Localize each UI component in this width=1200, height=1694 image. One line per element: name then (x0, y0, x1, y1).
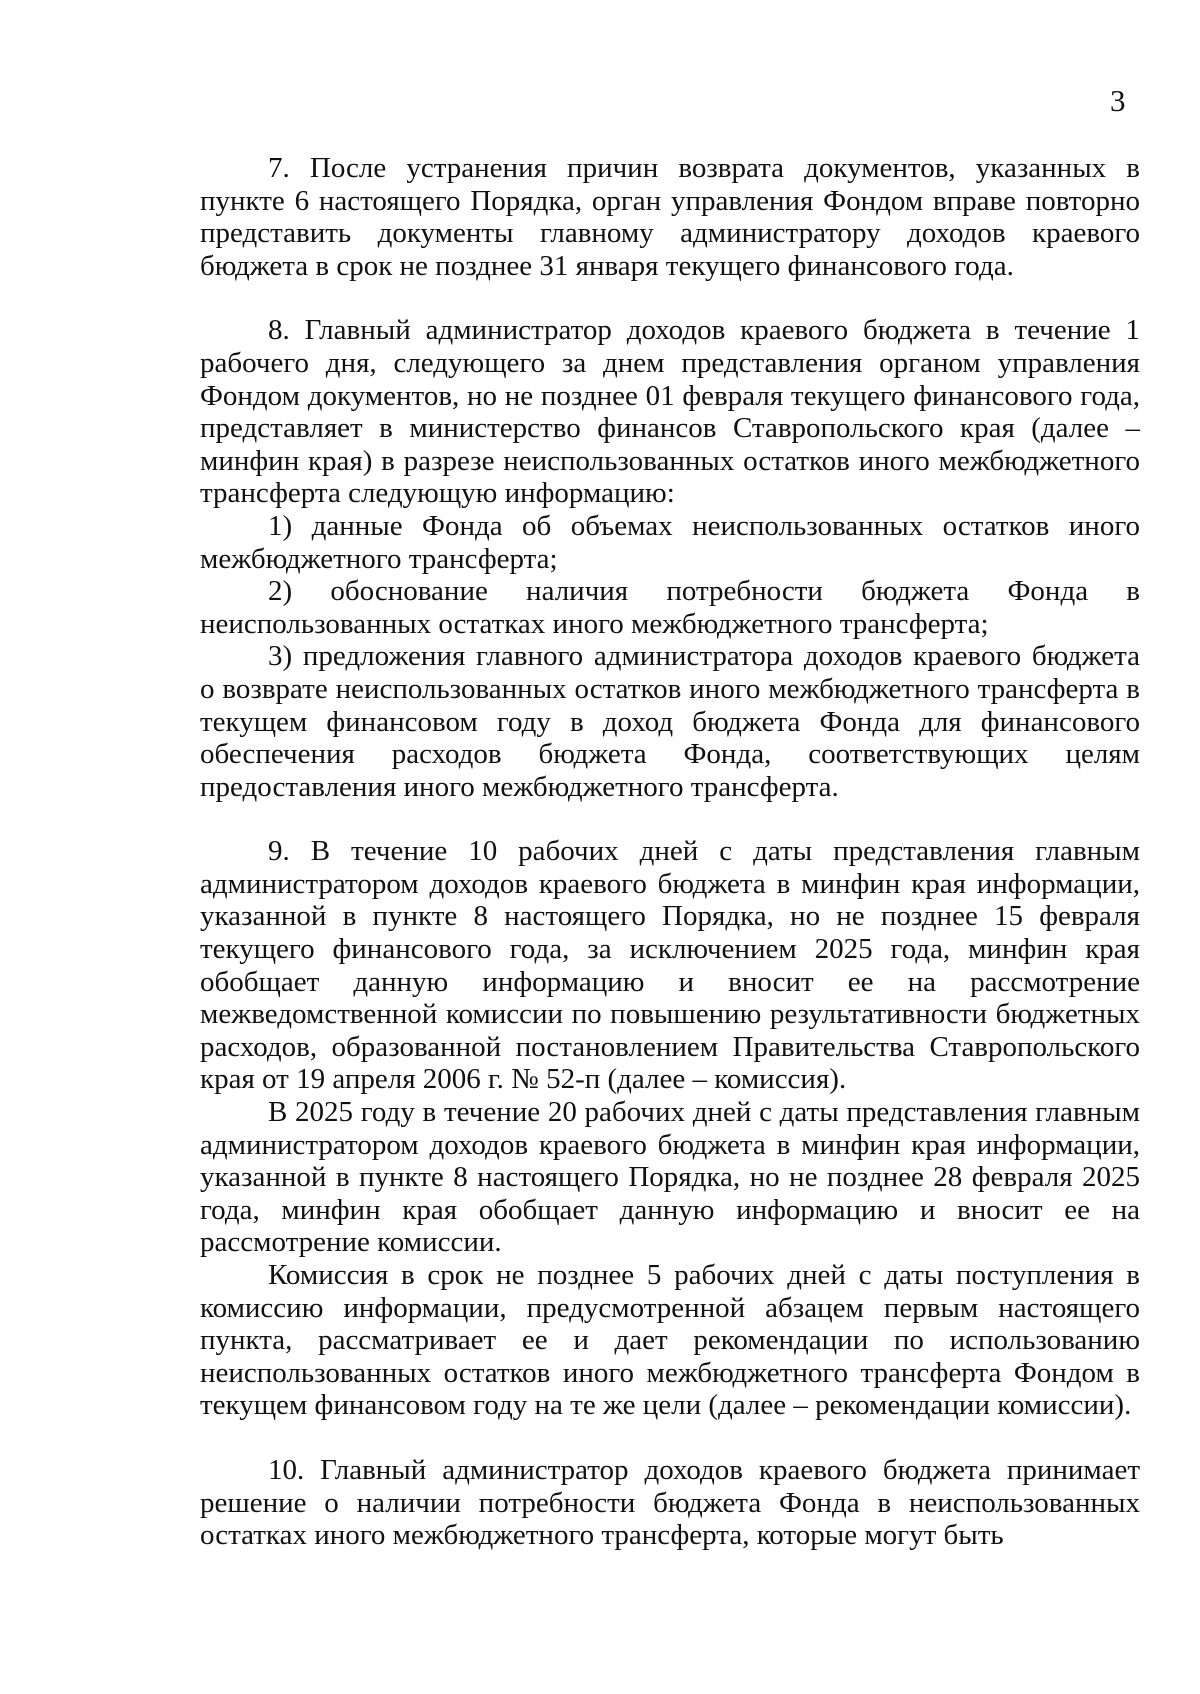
paragraph-8-item-2: 2) обоснование наличия потребности бюджета Фонда в неиспользованных остатках иного межбюджетного трансферта; (200, 575, 1140, 640)
paragraph-8-item-3: 3) предложения главного администратора доходов краевого бюджета о возврате неиспользованных остатков иного межбюджетного трансферта в текущем финансовом году в доход бюджета Фонда для финансового обеспечения расходов бюджета Фонда, соответствующих целям предоставления иного межбюджетного трансферта. (200, 640, 1140, 803)
paragraph-8: 8. Главный администратор доходов краевого бюджета в течение 1 рабочего дня, следующего за днем представления органом управления Фондом документов, но не позднее 01 февраля текущего финансового года, представляет в министерство финансов Ставропольского края (далее – минфин края) в разрезе неиспользованных остатков иного межбюджетного трансферта следующую информацию: (200, 314, 1140, 510)
page-number: 3 (1110, 83, 1126, 118)
document-body (200, 152, 1140, 1552)
paragraph-9: 9. В течение 10 рабочих дней с даты представления главным администратором доходов краевого бюджета в минфин края информации, указанной в пункте 8 настоящего Порядка, но не позднее 15 февраля текущего финансового года, за исключением 2025 года, минфин края обобщает данную информацию и вносит ее на рассмотрение межведомственной комиссии по повышению результативности бюджетных расходов, образованной постановлением Правительства Ставропольского края от 19 апреля 2006 г. № 52-п (далее – комиссия). (200, 835, 1140, 1096)
paragraph-10: 10. Главный администратор доходов краевого бюджета принимает решение о наличии потребности бюджета Фонда в неиспользованных остатках иного межбюджетного трансферта, которые могут быть (200, 1453, 1140, 1552)
paragraph-9-commission: Комиссия в срок не позднее 5 рабочих дней с даты поступления в комиссию информации, предусмотренной абзацем первым настоящего пункта, рассматривает ее и дает рекомендации по использованию неиспользованных остатков иного межбюджетного трансферта Фондом в текущем финансовом году на те же цели (далее – рекомендации комиссии). (200, 1259, 1140, 1422)
paragraph-9-2025: В 2025 году в течение 20 рабочих дней с даты представления главным администратором доходов краевого бюджета в минфин края информации, указанной в пункте 8 настоящего Порядка, но не позднее 28 февраля 2025 года, минфин края обобщает данную информацию и вносит ее на рассмотрение комиссии. (200, 1096, 1140, 1259)
paragraph-8-item-1: 1) данные Фонда об объемах неиспользованных остатков иного межбюджетного трансферта; (200, 509, 1140, 575)
paragraph-7: 7. После устранения причин возврата документов, указанных в пункте 6 настоящего Порядка, орган управления Фондом вправе повторно представить документы главному администратору доходов краевого бюджета в срок не позднее 31 января текущего финансового года. (200, 152, 1140, 282)
